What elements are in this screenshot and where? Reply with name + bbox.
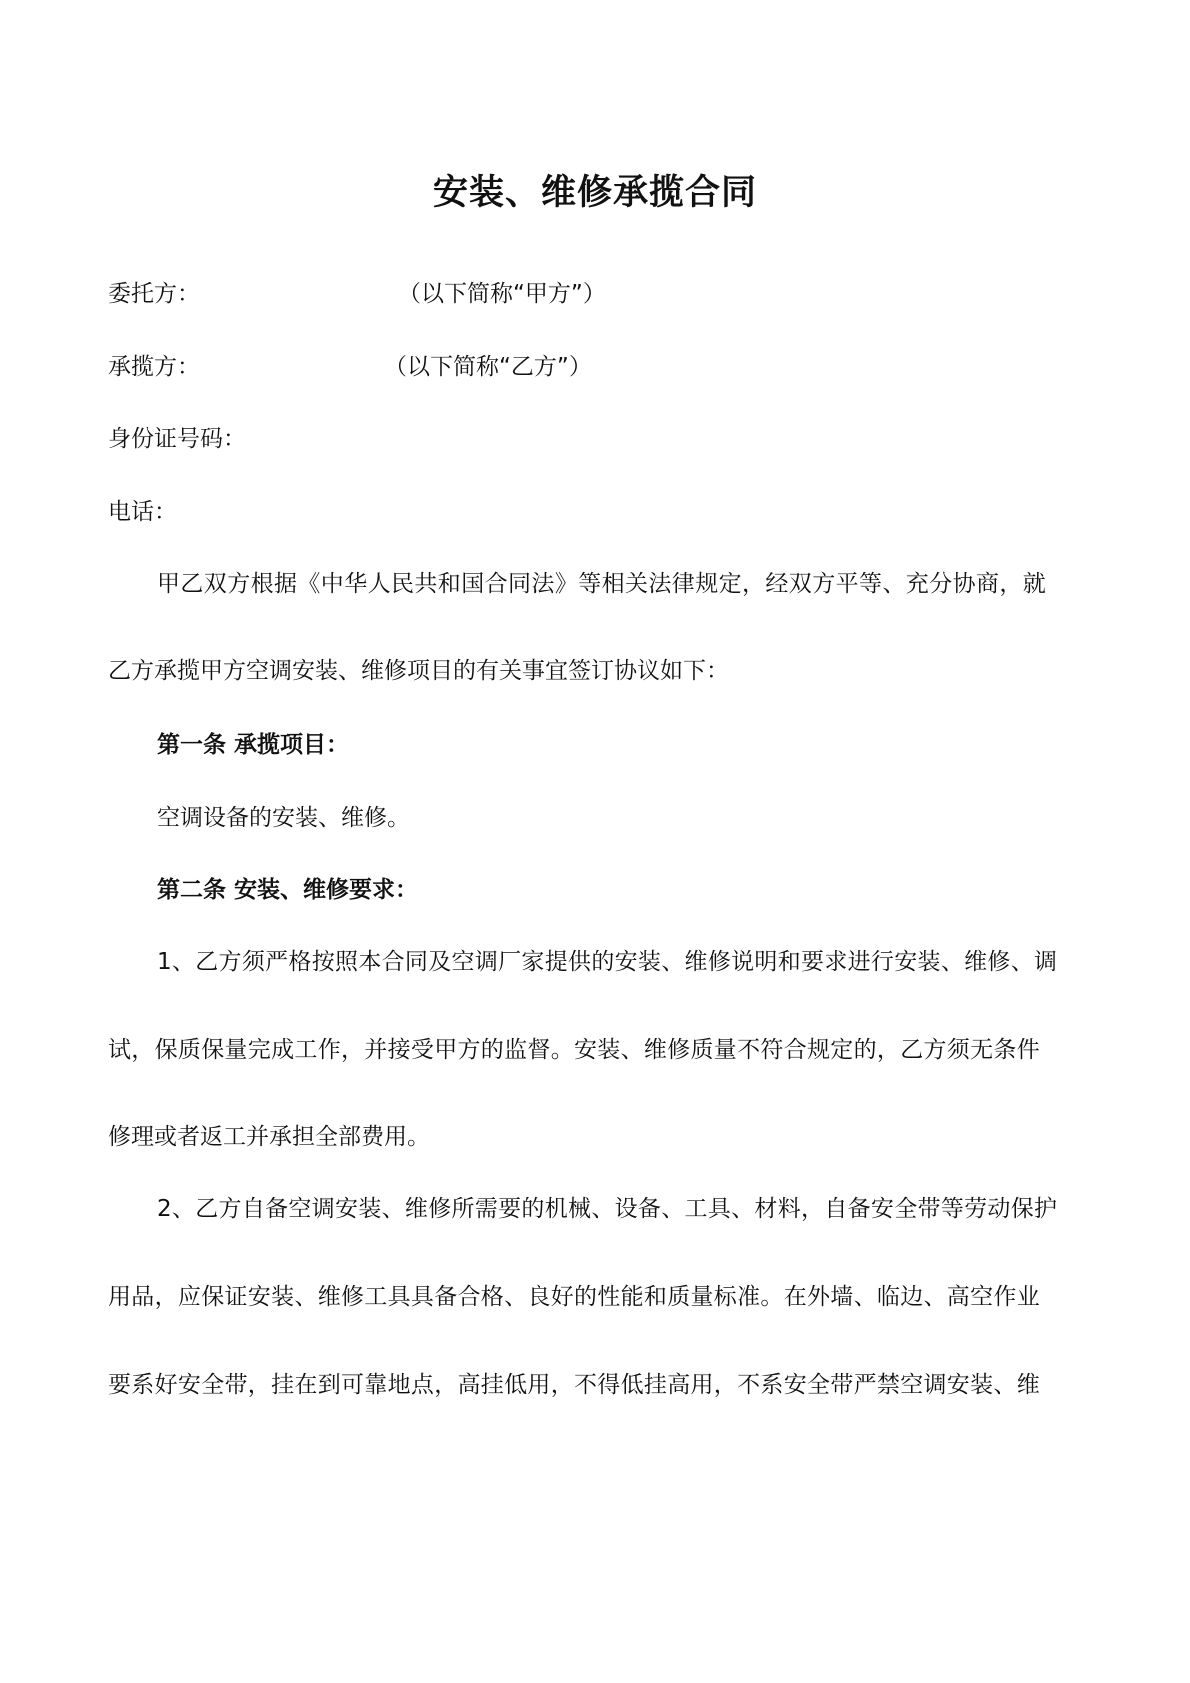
article-2-heading: 第二条 安装、维修要求： xyxy=(157,877,419,903)
document-title: 安装、维修承揽合同 xyxy=(432,173,757,213)
client-label: 委托方： xyxy=(108,281,200,307)
article-2-item-1-line-3: 修理或者返工并承担全部费用。 xyxy=(108,1124,430,1150)
article-1-heading: 第一条 承揽项目： xyxy=(157,732,350,758)
contractor-label: 承揽方： xyxy=(108,354,200,380)
preamble-line-1: 甲乙双方根据《中华人民共和国合同法》等相关法律规定，经双方平等、充分协商，就 xyxy=(157,571,1047,597)
article-2-item-1-line-2: 试，保质保量完成工作，并接受甲方的监督。安装、维修质量不符合规定的，乙方须无条件 xyxy=(108,1037,1040,1063)
contractor-note: （以下简称“乙方”） xyxy=(384,354,592,380)
article-2-item-2-line-3: 要系好安全带，挂在到可靠地点，高挂低用，不得低挂高用，不系安全带严禁空调安装、维 xyxy=(108,1372,1040,1398)
article-2-item-2-line-1: 2、乙方自备空调安装、维修所需要的机械、设备、工具、材料，自备安全带等劳动保护 xyxy=(157,1196,1058,1222)
article-2-item-1-line-1: 1、乙方须严格按照本合同及空调厂家提供的安装、维修说明和要求进行安装、维修、调 xyxy=(157,949,1058,975)
phone-label: 电话： xyxy=(108,499,177,525)
article-2-item-2-line-2: 用品，应保证安装、维修工具具备合格、良好的性能和质量标准。在外墙、临边、高空作业 xyxy=(108,1284,1040,1310)
preamble-line-2: 乙方承揽甲方空调安装、维修项目的有关事宜签订协议如下： xyxy=(108,658,729,684)
client-note: （以下简称“甲方”） xyxy=(398,281,606,307)
article-1-body: 空调设备的安装、维修。 xyxy=(157,805,410,831)
id-number-label: 身份证号码： xyxy=(108,426,246,452)
